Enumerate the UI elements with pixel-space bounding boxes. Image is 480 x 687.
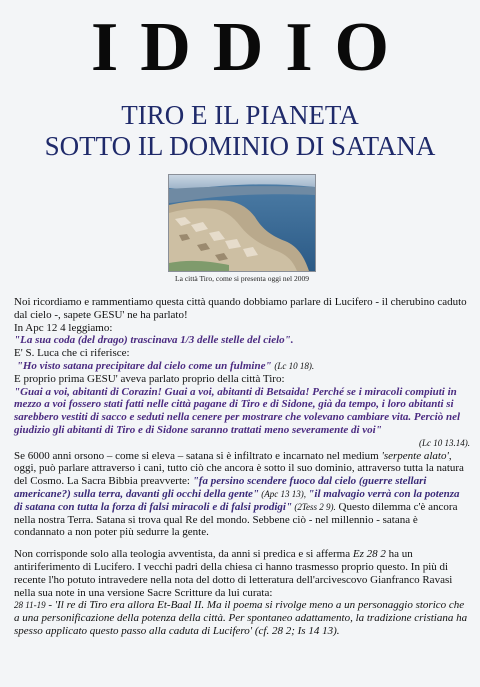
paragraph-5 — [14, 450, 470, 540]
luca-quote: "Ho visto satana precipitare dal cielo come un fulmine" — [16, 359, 272, 372]
p5-text-b: , oggi, può parlare attraverso i cani, tutto ciò che ancora è sotto il suo dominio, attraverso tutta la natura del Cosmo. La Sacra Bibbia preavverte: — [14, 449, 464, 488]
tiro-ref: (Lc 10 13.14). — [419, 437, 470, 448]
subtitle-line-2: SOTTO IL DOMINIO DI SATANA — [44, 131, 436, 161]
p5-text-a: Se 6000 anni orsono – come si eleva – satana si è infiltrato e incarnato nel medium — [14, 449, 382, 462]
paragraph-1: Noi ricordiamo e rammentiamo questa città quando dobbiamo parlare di Lucifero - il cherubino caduto dal cielo -, sapete GESU' ne ha parlato! — [14, 296, 467, 321]
tiro-intro: E proprio prima GESU' aveva parlato proprio della città Tiro: — [14, 372, 285, 385]
aerial-photo-image — [169, 175, 315, 271]
p5-serpente: 'serpente alato' — [381, 449, 449, 462]
article-body — [14, 296, 470, 638]
luca-quote-line — [14, 360, 470, 373]
p5-quote-2: "il malvagio verrà con la potenza di satana con tutta la forza di falsi miracoli e di falsi prodigi" — [14, 487, 460, 513]
aerial-photo-tyre — [168, 174, 316, 272]
p6-text-a: Non corrisponde solo alla teologia avventista, da anni si predica e si afferma — [14, 548, 353, 561]
photo-caption: La città Tiro, come si presenta oggi nel 2009 — [175, 274, 309, 283]
p5-ref-2: (2Tess 2 9). — [292, 501, 336, 512]
p5-ref-1: (Apc 13 13), — [259, 488, 309, 499]
ravasi-note-ref: 28 11-19 — [14, 600, 46, 611]
apc-intro: In Apc 12 4 leggiamo: — [14, 321, 113, 334]
luca-intro: E' S. Luca che ci riferisce: — [14, 347, 130, 360]
masthead-title: IDDIO — [90, 9, 412, 86]
ravasi-note-text: - 'Il re di Tiro era allora Et-Baal II. Ma il poema si rivolge meno a un personaggio storico che a una personificazione della potenza della città. Per spontaneo adattamento, la tradizione cristiana ha spesso applicato questo passo alla caduta di Lucifero' (cf. 28 2; Is 14 13). — [14, 599, 468, 637]
subtitle-line-1: TIRO E IL PIANETA — [121, 100, 359, 130]
p6-text-b: ha un antiriferimento di Lucifero. I vecchi padri della chiesa ci hanno trasmesso proprio questo. In più di recente l'ho potuto intravedere nella nota del dotto di letteratura dell'arcivescovo Gianfranco Ravasi nella sua note in una versione Sacre Scritture da lui curata: — [14, 548, 453, 599]
ravasi-note — [14, 599, 470, 637]
p5-quote-1: "fa persino scendere fuoco dal cielo (guerre stellari americane?) sulla terra, davanti gli occhi della gente" — [14, 475, 427, 500]
article-subtitle — [0, 100, 480, 162]
paragraph-6 — [14, 548, 470, 599]
apc-quote: "La sua coda (del drago) trascinava 1/3 delle stelle del cielo". — [14, 334, 294, 347]
p5-text-c: Questo dilemma c'è ancora nella nostra Terra. Satana si trova qual Re del mondo. Sebbene ciò - nel millennio - satana è condannato a non poter più sedurre la gente. — [14, 500, 458, 539]
luca-ref: (Lc 10 18). — [274, 360, 315, 371]
tiro-quote: "Guai a voi, abitanti di Corazin! Guai a voi, abitanti di Betsaida! Perché se i miracoli compiuti in mezzo a voi fossero stati fatti nelle città pagane di Tiro e di Sidone, già da tempo, i loro abitanti si sarebbero vestiti di sacco e seduti nella cenere per mostrare che volevano cambiare vita. Perciò nel giudizio gli abitanti di Tiro e di Sidone saranno trattati meno severamente di voi" — [14, 385, 461, 436]
p6-ez-ref: Ez 28 2 — [352, 548, 386, 561]
